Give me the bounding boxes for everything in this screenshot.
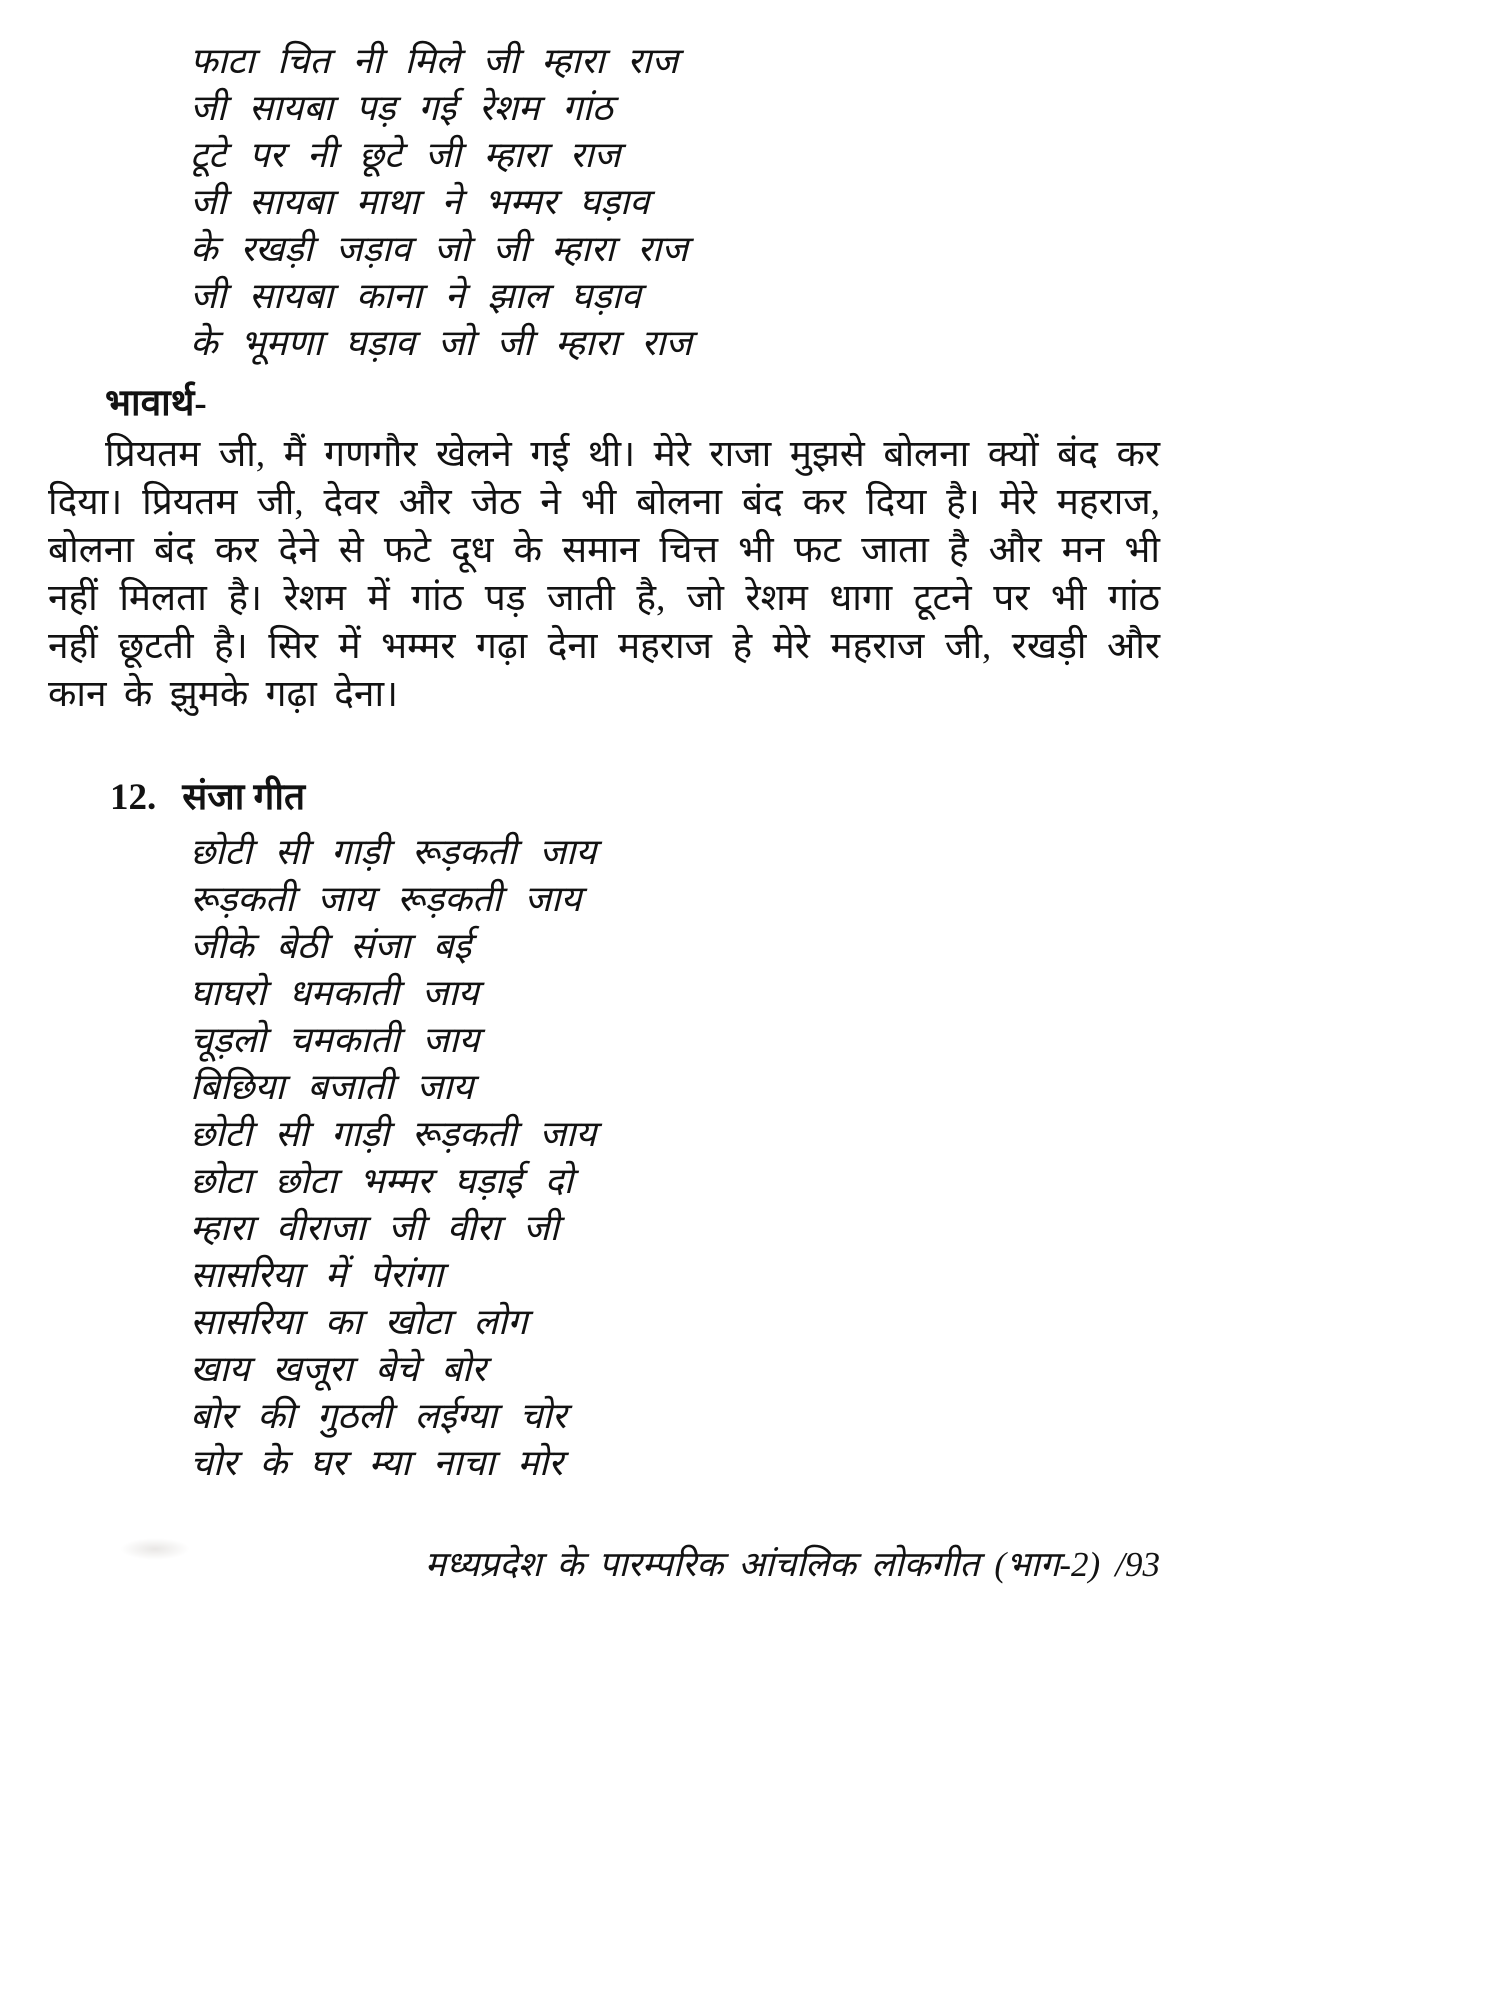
- section-heading: [110, 775, 1160, 821]
- verse-line: टूटे पर नी छूटे जी म्हारा राज: [190, 135, 621, 175]
- verse-line: म्हारा वीराजा जी वीरा जी: [190, 1208, 559, 1248]
- verse-line: बोर की गुठली लईग्या चोर: [190, 1396, 567, 1436]
- verse-line: घाघरो धमकाती जाय: [190, 973, 479, 1013]
- verse-line: सासरिया में पेरांगा: [190, 1255, 444, 1295]
- page-footer: मध्यप्रदेश के पारम्परिक आंचलिक लोकगीत (भाग-2) /93: [424, 1545, 1160, 1584]
- verse-line: खाय खजूरा बेचे बोर: [190, 1349, 486, 1389]
- verse-line: छोटा छोटा भम्मर घड़ाई दो: [190, 1161, 574, 1201]
- verse-line: चूड़लो चमकाती जाय: [190, 1020, 480, 1060]
- verse-line: छोटी सी गाड़ी रूड़कती जाय: [190, 1114, 597, 1154]
- verse-line: रूड़कती जाय रूड़कती जाय: [190, 879, 582, 919]
- section-title: संजा गीत: [182, 777, 306, 818]
- verse-line: फाटा चित नी मिले जी म्हारा राज: [190, 41, 679, 81]
- verse-line: बिछिया बजाती जाय: [190, 1067, 474, 1107]
- verse-line: जी सायबा पड़ गई रेशम गांठ: [190, 88, 613, 128]
- verse-line: के रखड़ी जड़ाव जो जी म्हारा राज: [190, 229, 688, 269]
- section-number: 12.: [110, 777, 157, 818]
- sanja-geet-verses: [48, 829, 1160, 1487]
- verse-line: जी सायबा काना ने झाल घड़ाव: [190, 276, 641, 316]
- folk-song-verses: [48, 38, 1160, 367]
- verse-line: के भूमणा घड़ाव जो जी म्हारा राज: [190, 323, 692, 363]
- verse-line: सासरिया का खोटा लोग: [190, 1302, 528, 1342]
- verse-line: जीके बेठी संजा बई: [190, 926, 472, 966]
- verse-line: चोर के घर म्या नाचा मोर: [190, 1443, 563, 1483]
- bhavarth-paragraph: प्रियतम जी, मैं गणगौर खेलने गई थी। मेरे राजा मुझसे बोलना क्यों बंद कर दिया। प्रियतम जी, देवर और जेठ ने भी बोलना बंद कर दिया है। मेरे महराज, बोलना बंद कर देने से फटे दूध के समान चित्त भी फट जाता है और मन भी नहीं मिलता है। रेशम में गांठ पड़ जाती है, जो रेशम धागा टूटने पर भी गांठ नहीं छूटती है। सिर में भम्मर गढ़ा देना महराज हे मेरे महराज जी, रखड़ी और कान के झुमके गढ़ा देना।: [48, 434, 1160, 715]
- bhavarth-heading: भावार्थ-: [105, 383, 207, 424]
- verse-line: छोटी सी गाड़ी रूड़कती जाय: [190, 832, 597, 872]
- scan-smudge: [120, 1538, 190, 1560]
- verse-line: जी सायबा माथा ने भम्मर घड़ाव: [190, 182, 650, 222]
